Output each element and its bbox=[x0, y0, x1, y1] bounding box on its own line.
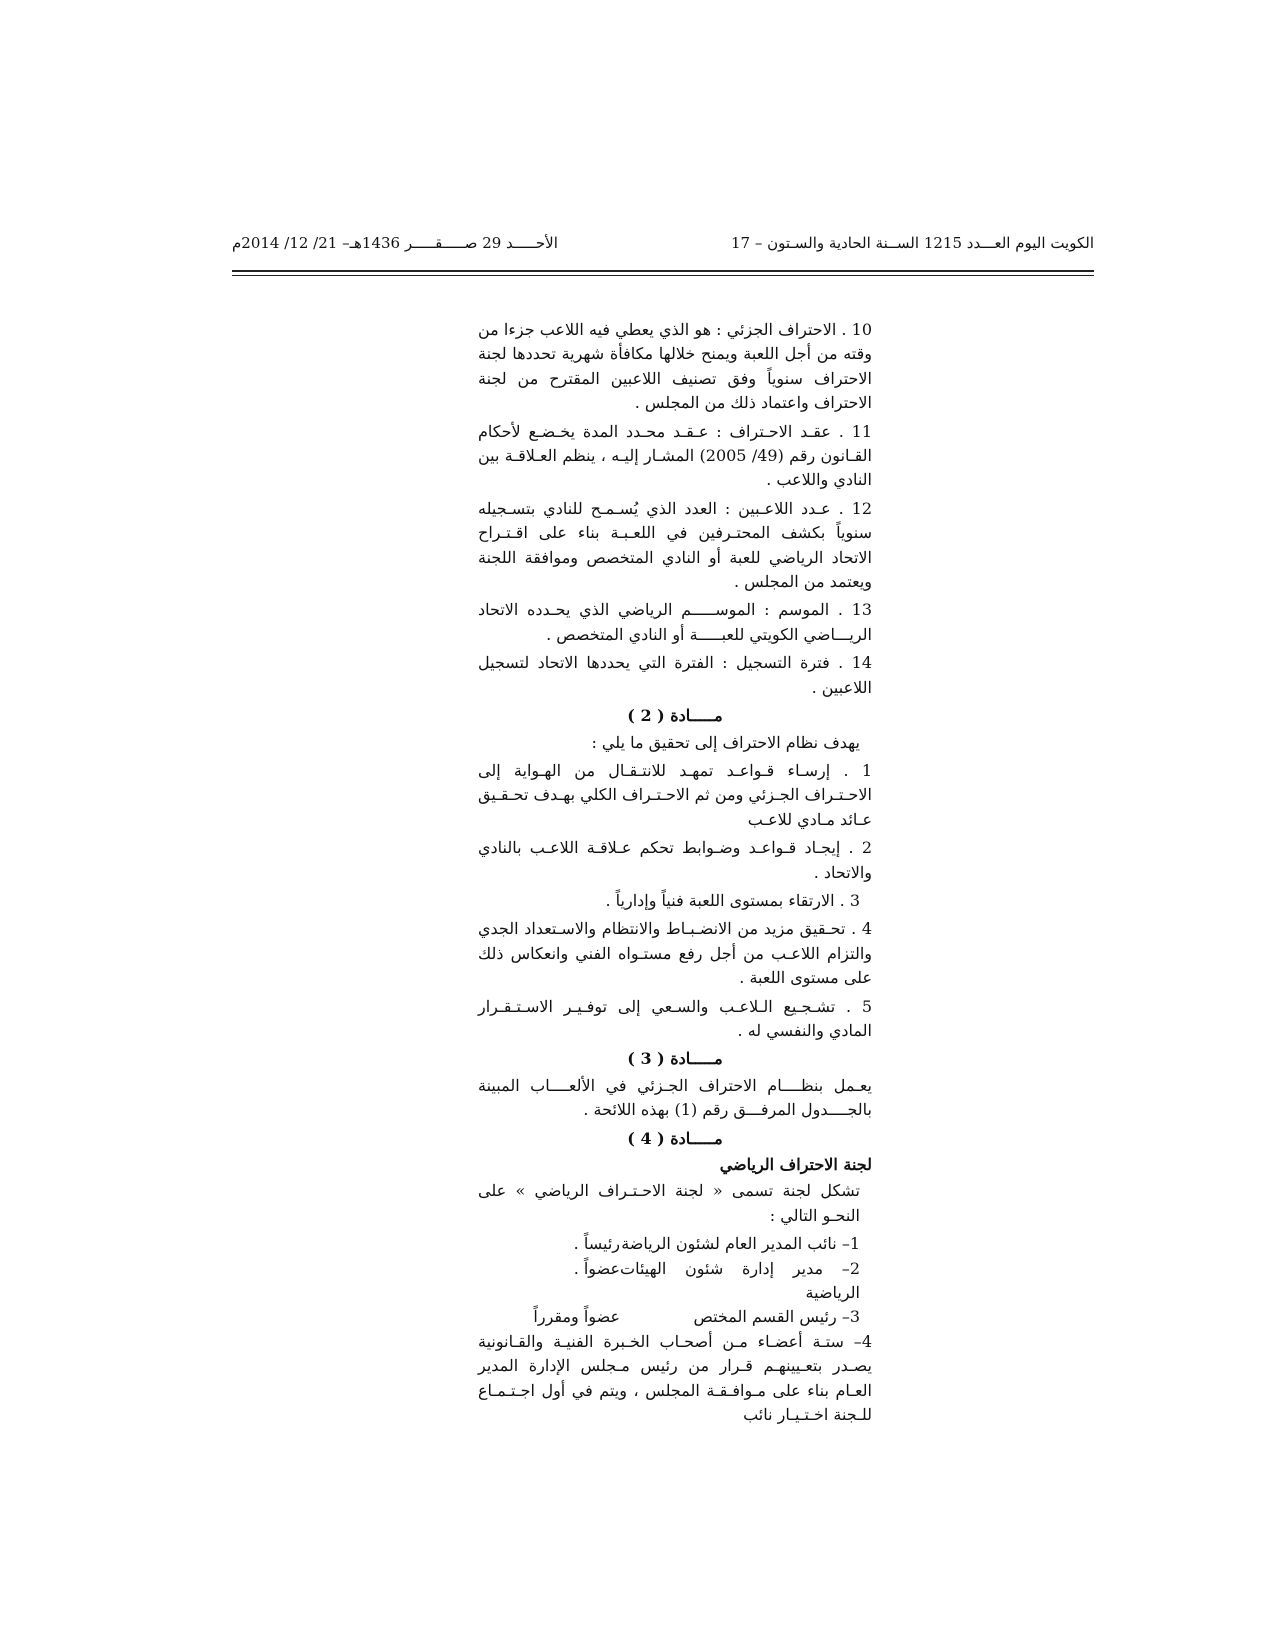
article-2-item-1: 1 . إرسـاء قـواعـد تمهـد للانتـقـال من الهـواية إلى الاحـتـراف الجـزئي ومن ثم الاحـتـراف الكلي بهـدف تحـقـيق عـائد مـادي للاعـب bbox=[478, 760, 872, 829]
article-3-title: مـــــادة ( 3 ) bbox=[627, 1049, 723, 1069]
committee-member-4: 4– ستـة أعضـاء مـن أصحـاب الخـبرة الفنيـة والقـانونية يصـدر بتعـيينهـم قـرار من رئيس مـجلس الإدارة المدير العـام بناء على مـوافـقـة المجلس ، ويتم في أول اجـتـمـاع للـجنة اخـتـيـار نائب bbox=[478, 1331, 872, 1425]
member-position: عضواً ومقرراً bbox=[533, 1307, 620, 1327]
definition-13: 13 . الموسم : الموســـــم الرياضي الذي يحـدده الاتحاد الريـــاضي الكويتي للعبـــــة أو النادي المتخصص . bbox=[478, 600, 872, 644]
article-3-text: يعـمل بنظــــام الاحتراف الجـزئي في الألعــــاب المبينة بالجــــدول المرفـــق رقم (1) بهذه اللائحة . bbox=[478, 1075, 872, 1120]
header-rule bbox=[232, 270, 1094, 272]
page-header bbox=[232, 234, 1094, 252]
committee-member-2 bbox=[478, 1257, 872, 1306]
article-4-title: مـــــادة ( 4 ) bbox=[627, 1128, 723, 1148]
definition-11: 11 . عقـد الاحـتراف : عـقـد محـدد المدة يخـضـع لأحكام القـانون رقم (49/ 2005) المشـار إليـه ، ينظم العـلاقـة بين النادي واللاعب . bbox=[478, 421, 873, 490]
member-role: 3– رئيس القسم المختص bbox=[693, 1307, 860, 1327]
header-rule-thin bbox=[232, 275, 1094, 276]
member-role: 2– مدير إدارة شئون الهيئات الرياضية bbox=[620, 1258, 860, 1303]
article-2-item-4: 4 . تحـقيق مزيد من الانضـبـاط والانتظام والاسـتعداد الجدي والتزام اللاعـب من أجل رفع مستـواه الفني وانعكاس ذلك على مستوى اللعبة . bbox=[478, 919, 872, 988]
article-2-item-3: 3 . الارتقاء بمستوى اللعبة فنياً وإدارياً . bbox=[605, 890, 860, 910]
committee-member-3 bbox=[478, 1305, 872, 1329]
header-date: الأحـــــد 29 صـــــقـــــر 1436هـ– 21/ 12/ 2014م bbox=[232, 234, 558, 252]
article-2-item-2: 2 . إيجـاد قـواعـد وضـوابط تحكم عـلاقـة اللاعـب بالنادي والاتحاد . bbox=[478, 838, 872, 882]
definition-14: 14 . فترة التسجيل : الفترة التي يحددها الاتحاد لتسجيل اللاعبين . bbox=[478, 653, 872, 697]
article-2-intro: يهدف نظام الاحتراف إلى تحقيق ما يلي : bbox=[591, 732, 860, 752]
definition-10: 10 . الاحتراف الجزئي : هو الذي يعطي فيه اللاعب جزءا من وقته من أجل اللعبة ويمنح خلالها مكافأة شهرية تحددها لجنة الاحتراف سنوياً وفق تصنيف اللاعبين المقترح من لجنة الاحتراف واعتماد ذلك من المجلس . bbox=[478, 320, 872, 413]
member-role: 1– نائب المدير العام لشئون الرياضة bbox=[621, 1234, 860, 1254]
article-4-subtitle: لجنة الاحتراف الرياضي bbox=[719, 1155, 872, 1174]
definition-12: 12 . عـدد اللاعـبين : العدد الذي يُسـمـح للنادي بتسـجيله سنوياً بكشف المحتـرفين في اللعـبـة بناء على اقـتـراح الاتحاد الرياضي للعبة أو النادي المتخصص وموافقة اللجنة ويعتمد من المجلس . bbox=[478, 498, 872, 592]
header-gazette-issue: الكويت اليوم العـــدد 1215 الســنة الحادية والسـتون – 17 bbox=[730, 234, 1094, 252]
article-4-intro: تشكل لجنة تسمى « لجنة الاحـتـراف الرياضي » على النحـو التالي : bbox=[478, 1181, 860, 1225]
member-position: رئيساً . bbox=[573, 1234, 620, 1254]
article-2-item-5: 5 . تشـجـيع الـلاعـب والسـعي إلى توفـيـر الاسـتـقـرار المادي والنفسي له . bbox=[478, 996, 872, 1040]
article-2-title: مـــــادة ( 2 ) bbox=[627, 706, 723, 726]
member-position: عضواً . bbox=[573, 1258, 620, 1278]
committee-member-1 bbox=[478, 1232, 872, 1256]
document-column bbox=[478, 318, 872, 1431]
